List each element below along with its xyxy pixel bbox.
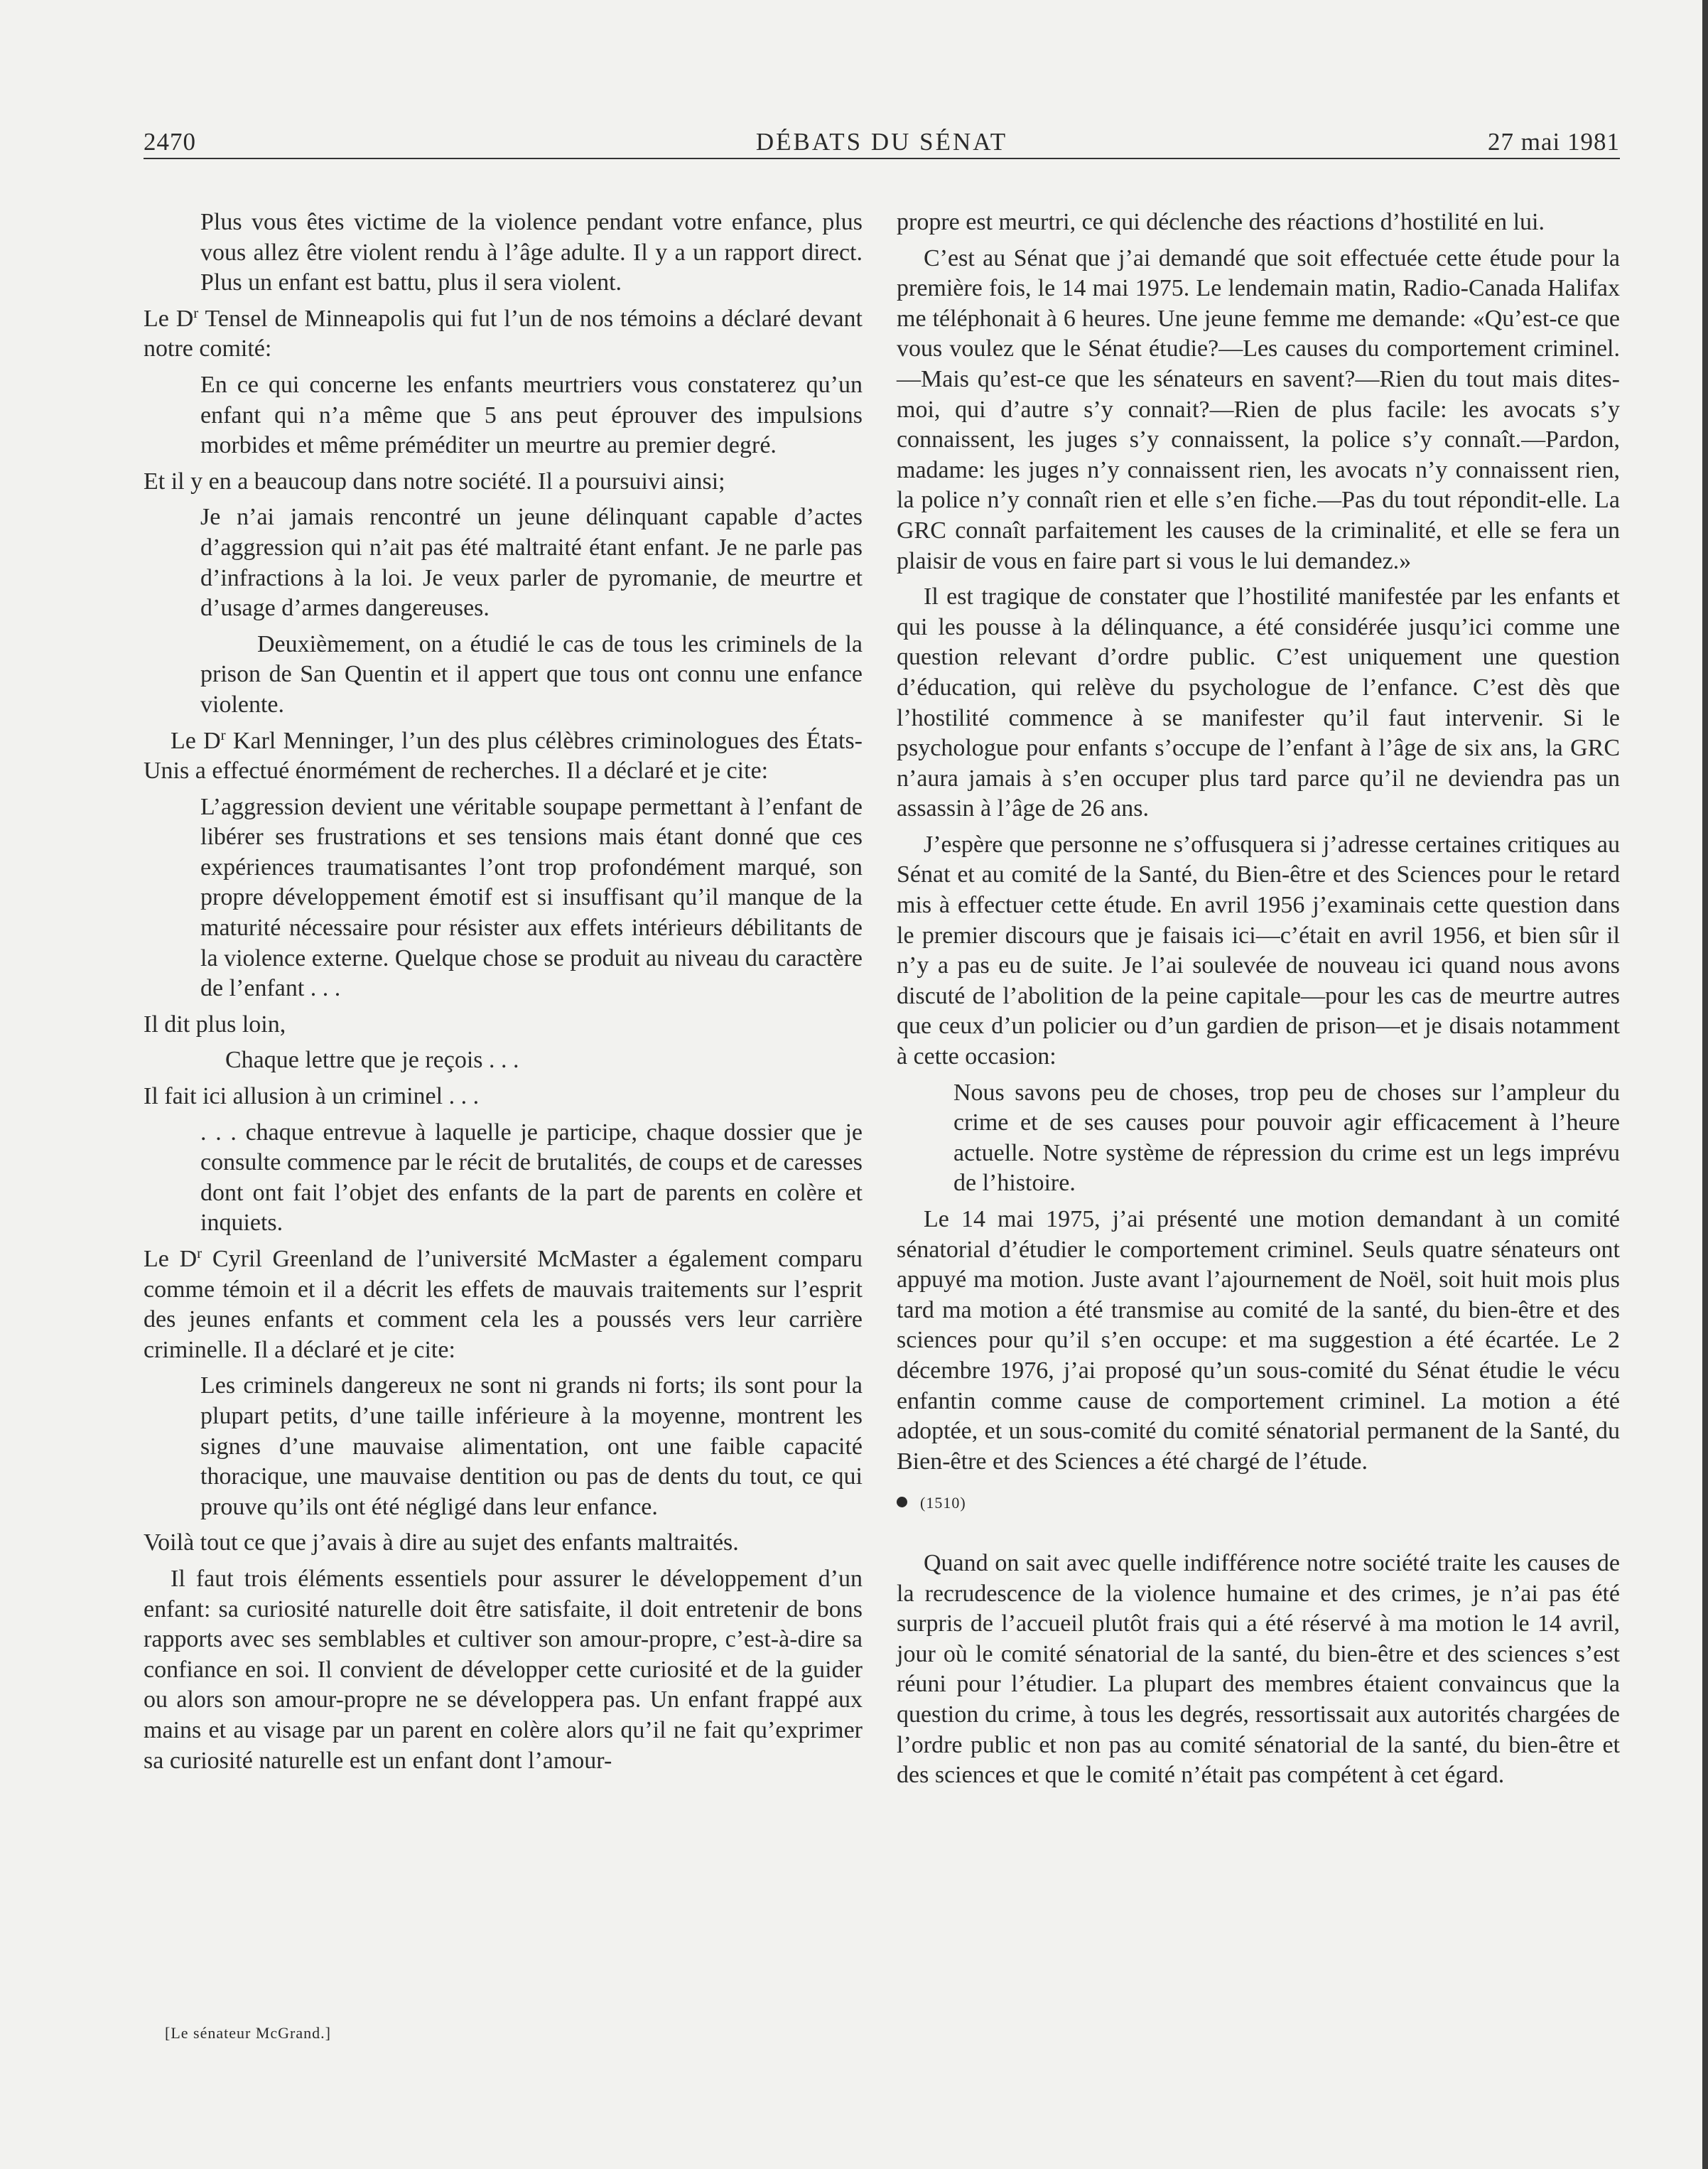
header-rule xyxy=(144,158,1620,159)
body-paragraph: Il est tragique de constater que l’hostilité manifestée par les enfants et qui les pousse à la délinquance, a été considérée jusqu’ici comme une question relevant d’ordre public. C’est uniquement une question d’éducation, qui relève du psychologue de l’enfance. C’est dès que l’hostilité commence à se manifester qu’il faut intervenir. Si le psychologue pour enfants s’occupe de l’enfant à l’âge de six ans, la GRC n’aura jamais à s’en occuper plus tard parce qu’il ne deviendra pas un assassin à l’âge de 26 ans. xyxy=(897,583,1620,822)
quote-paragraph: . . . chaque entrevue à laquelle je participe, chaque dossier que je consulte commence par le récit de brutalités, de coups et de caresses dont ont fait l’objet des enfants de la part de parents en colère et inquiets. xyxy=(200,1119,863,1237)
body-paragraph: Il fait ici allusion à un criminel . . . xyxy=(144,1083,480,1110)
body-paragraph: Il faut trois éléments essentiels pour assurer le développement d’un enfant: sa curiosité naturelle doit être satisfaite, il doit entretenir de bons rapports avec ses semblables et cultiver son amour-propre, c’est-à-dire sa confiance en soi. Il convient de développer cette curiosité et de la guider ou alors son amour-propre ne se développera pas. Un enfant frappé aux mains et au visage par un parent en colère alors qu’il ne fait qu’exprimer sa curiosité naturelle est un enfant dont l’amour- xyxy=(144,1565,863,1774)
quote-paragraph: En ce qui concerne les enfants meurtriers vous constaterez qu’un enfant qui n’a même que 5 ans peut éprouver des impulsions morbides et même préméditer un meurtre au premier degré. xyxy=(200,371,863,459)
body-paragraph: Voilà tout ce que j’avais à dire au sujet des enfants maltraités. xyxy=(144,1529,739,1556)
body-paragraph: Le 14 mai 1975, j’ai présenté une motion demandant à un comité sénatorial d’étudier le comportement criminel. Seuls quatre sénateurs ont appuyé ma motion. Juste avant l’ajournement de Noël, soit huit mois plus tard ma motion a été transmise au comité de la santé, du bien-être et des sciences pour qu’il s’en occupe: et ma suggestion a été écartée. Le 2 décembre 1976, j’ai proposé qu’un sous-comité du Sénat étudie le vécu enfantin comme cause de comportement criminel. La motion a été adoptée, et un sous-comité du comité sénatorial permanent de la Santé, du Bien-être et des Sciences a été chargé de l’étude. xyxy=(897,1206,1620,1475)
quote-paragraph: L’aggression devient une véritable soupape permettant à l’enfant de libérer ses frustrations et ses tensions mais étant donné que ces expériences traumatisantes l’ont trop profondément marqué, son propre développement émotif est si insuffisant qu’il manque de la maturité nécessaire pour résister aux effets intérieurs débilitants de la violence externe. Quelque chose se produit au niveau du caractère de l’enfant . . . xyxy=(200,793,863,1002)
time-marker: (1510) xyxy=(897,1488,1620,1519)
scan-edge xyxy=(1702,0,1708,2169)
bullet-dot-icon xyxy=(897,1497,907,1507)
body-paragraph: Le $D^r$ Cyril Greenland de l’université McMaster a également comparu comme témoin et il a décrit les effets de mauvais traitements sur l’esprit des jeunes enfants et comment cela les a poussés vers leur carrière criminelle. Il a déclaré et je cite: xyxy=(144,1244,863,1363)
left-column xyxy=(144,208,863,1782)
body-paragraph: Quand on sait avec quelle indifférence notre société traite les causes de la recrudescence de la violence humaine et des crimes, je n’ai pas été surpris de l’accueil plutôt frais qui a été réservé à ma motion le 14 avril, jour où le comité sénatorial de la santé, du bien-être et des sciences s’est réuni pour l’étudier. La plupart des membres étaient convaincus que la question du crime, à tous les degrés, ressortissait aux autorités chargées de l’ordre public et non pas au comité sénatorial de la santé, du bien-être et des sciences et que le comité n’était pas compétent à cet égard. xyxy=(897,1549,1620,1789)
quote-paragraph: Chaque lettre que je reçois . . . xyxy=(225,1047,519,1074)
body-paragraph: Le $D^r$ Karl Menninger, l’un des plus célèbres criminologues des États-Unis a effectué énormément de recherches. Il a déclaré et je cite: xyxy=(144,726,863,785)
body-paragraph: Et il y en a beaucoup dans notre société. Il a poursuivi ainsi; xyxy=(144,468,725,495)
quote-paragraph: Je n’ai jamais rencontré un jeune délinquant capable d’actes d’aggression qui n’ait pas été maltraité étant enfant. Je ne parle pas d’infractions à la loi. Je veux parler de pyromanie, de meurtre et d’usage d’armes dangereuses. xyxy=(200,504,863,622)
quote-paragraph: Les criminels dangereux ne sont ni grands ni forts; ils sont pour la plupart petits, d’une taille inférieure à la moyenne, montrent les signes d’une mauvaise alimentation, ont une faible capacité thoracique, une mauvaise dentition ou pas de dents du tout, ce qui prouve qu’ils ont été négligé dans leur enfance. xyxy=(200,1372,863,1520)
body-paragraph: Il dit plus loin, xyxy=(144,1011,286,1038)
page-number: 2470 xyxy=(144,128,196,156)
right-column xyxy=(897,208,1620,1797)
speaker-footer: [Le sénateur McGrand.] xyxy=(165,2024,331,2042)
quote-paragraph: Plus vous êtes victime de la violence pendant votre enfance, plus vous allez être violent rendu à l’âge adulte. Il y a un rapport direct. Plus un enfant est battu, plus il sera violent. xyxy=(200,209,863,296)
body-paragraph: C’est au Sénat que j’ai demandé que soit effectuée cette étude pour la première fois, le 14 mai 1975. Le lendemain matin, Radio-Canada Halifax me téléphonait à 6 heures. Une jeune femme me demande: «Qu’est-ce que vous voulez que le Sénat étudie?—Les causes du comportement criminel.—Mais qu’est-ce que les sénateurs en savent?—Rien du tout mais dites-moi, qui d’autre s’y connait?—Rien de plus facile: les avocats s’y connaissent, les juges s’y connaissent, la police s’y connaît.—Pardon, madame: les juges n’y connaissent rien, les avocats n’y connaissent rien, la police n’y connaît rien et elle s’en fiche.—Pas du tout répondit-elle. La GRC connaît parfaitement les causes de la criminalité, et elle se fera un plaisir de vous en faire part si vous le lui demandez.» xyxy=(897,244,1620,574)
page-date: 27 mai 1981 xyxy=(1488,128,1620,156)
body-paragraph: propre est meurtri, ce qui déclenche des réactions d’hostilité en lui. xyxy=(897,209,1545,235)
quote-paragraph: Nous savons peu de choses, trop peu de choses sur l’ampleur du crime et de ses causes pour pouvoir agir efficacement à l’heure actuelle. Notre système de répression du crime est un legs imprévu de l’histoire. xyxy=(953,1079,1620,1197)
page-header xyxy=(144,119,1620,162)
body-paragraph: J’espère que personne ne s’offusquera si j’adresse certaines critiques au Sénat et au comité de la Santé, du Bien-être et des Sciences pour le retard mis à effectuer cette étude. En avril 1956 j’examinais cette question dans le premier discours que je faisais ici—c’était en avril 1956, et bien sûr il n’y a pas eu de suite. Je l’ai soulevée de nouveau ici quand nous avons discuté de l’abolition de la peine capitale—pour les cas de meurtre autres que ceux d’un policier ou d’un gardien de prison—et je disais notamment à cette occasion: xyxy=(897,831,1620,1070)
quote-paragraph: Deuxièmement, on a étudié le cas de tous les criminels de la prison de San Quentin et il appert que tous ont connu une enfance violente. xyxy=(200,630,863,718)
page-title: DÉBATS DU SÉNAT xyxy=(755,128,1008,156)
body-paragraph: Le $D^r$ Tensel de Minneapolis qui fut l’un de nos témoins a déclaré devant notre comité: xyxy=(144,303,863,362)
